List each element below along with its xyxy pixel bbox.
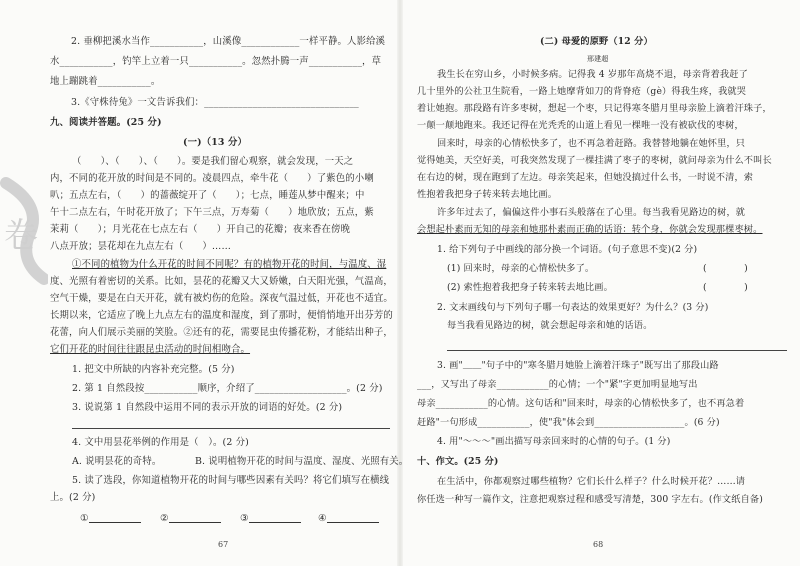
- section-ten-heading: 十、作文。(25 分): [417, 456, 499, 467]
- q9-5-marker-2: ②: [160, 513, 169, 524]
- question-2-line-3: 地上蹦跳着___________。: [50, 76, 161, 87]
- q9-5-answer-4[interactable]: [318, 512, 379, 525]
- q9-5-blank-4[interactable]: [327, 512, 379, 523]
- q9-5-answer-3[interactable]: [240, 512, 301, 525]
- r-para-1-line-1: 我生长在穷山乡，小时候多病。记得我 4 岁那年高烧不退，母亲背着我赶了: [437, 69, 748, 80]
- q9-5-blank-3[interactable]: [249, 512, 301, 523]
- r-para-2-line-4: 性抱着我把身子转来转去地比画。: [417, 189, 558, 200]
- r-q2-answer-line[interactable]: [447, 350, 787, 351]
- r-para-1-line-3: 着让她抱。那段路有许多枣树，想起一个枣，只记得寒冬腊月里母亲脸上滴着汗珠子，: [417, 103, 772, 114]
- q9-4-option-a[interactable]: A. 说明昙花的奇特。: [72, 456, 162, 467]
- q9-4: 4. 文中用昙花举例的作用是（ ）。(2 分): [72, 437, 249, 448]
- q9-3: 3. 说说第 1 自然段中运用不同的表示开放的词语的好处。(2 分): [72, 402, 343, 413]
- passage-two-title: (二) 母爱的原野（12 分）: [540, 36, 653, 47]
- r-q3-line-1: 3. 画"＿＿"句子中的"寒冬腊月她脸上滴着汗珠子"既写出了那段山路: [437, 360, 719, 371]
- q9-5-marker-3: ③: [240, 513, 249, 524]
- r-q3-line-3: 母亲___________的心情。这句话和"回来时，母亲的心情松快多了，也不再急着: [417, 398, 745, 409]
- passage-2-line-5: 花蕾，向人们展示美丽的笑脸。②还有的花，需要昆虫传播花粉，才能结出种子，: [50, 327, 393, 338]
- r-q1-1-answer[interactable]: ( ): [703, 263, 748, 274]
- r-para-2-line-2: 觉得她美，天空好美，可我突然发现了一棵挂满了枣子的枣树，就问母亲为什么不叫长: [417, 155, 772, 166]
- r-para-3-line-2: 会想起朴素而无知的母亲和她那朴素而正确的话语：转个身，你就会发现那棵枣树。: [417, 224, 763, 235]
- r-para-3-line-1: 许多年过去了，偏偏这件小事石头般落在了心里。每当我看见路边的树，就: [437, 207, 746, 218]
- r-q1-2: (2) 索性抱着我把身子转来转去地比画。: [447, 282, 613, 293]
- r-para-1-line-2: 几十里外的公社卫生院看，一路上她摩背如刀的背脊疮（gè）得我生疼，我就哭: [417, 86, 747, 97]
- q9-4-option-b[interactable]: B. 说明植物开花的时间与温度、湿度、光照有关。: [195, 456, 409, 467]
- left-page-number: 67: [218, 540, 229, 549]
- passage-two-author: 邢建超: [587, 55, 609, 63]
- q9-5-line-2: 上。(2 分): [50, 492, 96, 503]
- q9-5-marker-1: ①: [80, 513, 89, 524]
- passage-2-line-1: ①不同的植物为什么开花的时间不同呢？有的植物开花的时间，与温度、湿: [72, 259, 387, 270]
- passage-one-title: (一)（13 分）: [183, 137, 248, 148]
- q9-2: 2. 第 1 自然段按___________顺序，介绍了___________________。(2 分): [72, 383, 383, 394]
- passage-2-line-4: 长期以来，它适应了晚上九点左右的温度和湿度，到了那时，便悄悄地开出芬芳的: [50, 310, 393, 321]
- passage-1-line-5: 茉莉（ ）；月光花在七点左右（ ）开自己的花瓣；夜来香在傍晚: [50, 224, 351, 235]
- r-para-1-line-4: 一颠一颠地跑来。我还记得在光秃秃的山道上看见一棵唯一没有被砍伐的枣树，: [417, 120, 744, 131]
- r-q4: 4. 用"～～～"画出描写母亲回来时的心情的句子。(1 分): [437, 436, 671, 447]
- composition-line-2: 你任选一种写一篇作文，注意把观察过程和感受写清楚，300 字左右。(作文纸自备): [417, 494, 763, 505]
- question-2-line-1: 2. 垂柳把溪水当作___________，山溪像____________一样平静。人影给溪: [71, 36, 386, 47]
- composition-line-1: 在生活中，你都观察过哪些植物？它们长什么样子？什么时候开花？……请: [437, 476, 746, 487]
- passage-1-line-6: 八点开放；昙花却在九点左右（ ）……: [50, 241, 231, 252]
- passage-1-line-3: 叭；五点左右，（ ）的蔷薇绽开了（ ）；七点，睡莲从梦中醒来；中: [50, 190, 365, 201]
- passage-1-line-1: （ ）、（ ）、（ ）。要是我们留心观察，就会发现，一天之: [72, 156, 354, 167]
- watermark-stamp: [0, 175, 48, 285]
- r-q3-line-2: ___，又写出了母亲___________的心情；一个"紧"字更加明显地写出: [417, 379, 698, 390]
- r-q3-line-4: 赶路"一句形成___________，使"我"体会到___________________。(6 分): [417, 417, 720, 428]
- question-2-line-2: 水___________，钓竿上立着一只___________。忽然扑腾一声___________，草: [50, 56, 382, 67]
- passage-2-line-6: 它们开花的时间往往跟昆虫活动的时间相吻合。: [50, 344, 251, 355]
- q9-5-marker-4: ④: [318, 513, 327, 524]
- r-q1-1: (1) 回来时，母亲的心情松快多了。: [447, 263, 595, 274]
- passage-1-line-2: 内，不同的花开放的时间是不同的。凌晨四点，牵牛花（ ）了紫色的小喇: [50, 173, 374, 184]
- right-page: [403, 0, 800, 566]
- q9-5-blank-2[interactable]: [169, 512, 221, 523]
- section-nine-heading: 九、阅读并答题。(25 分): [50, 117, 162, 128]
- r-q2-line-2: 每当我看见路边的树，就会想起母亲和她的话语。: [447, 320, 653, 331]
- q9-5-answer-1[interactable]: [80, 512, 141, 525]
- r-para-2-line-3: 在右边的树，现在跑到了左边。母亲笑起来，但她没搞过什么书，一时说不清，索: [417, 172, 754, 183]
- passage-2-line-2: 度、光照有着密切的关系。比如，昙花的花瓣又大又娇嫩，白天阳光强，气温高，: [50, 276, 393, 287]
- question-3-line-1: 3.《守株待兔》一文告诉我们：________________________________: [71, 97, 359, 108]
- q9-3-answer-line[interactable]: [72, 428, 390, 429]
- stamp-text: 卷: [4, 216, 38, 256]
- r-q1: 1. 给下列句子中画线的部分换一个词语。(句子意思不变)(2 分): [437, 244, 698, 255]
- q9-5-line-1: 5. 读了选段，你知道植物开花的时间与哪些因素有关吗？将它们填写在横线: [72, 475, 390, 486]
- q9-5-answer-2[interactable]: [160, 512, 221, 525]
- r-q2-line-1: 2. 文末画线句与下列句子哪一句表达的效果更好？为什么？(3 分): [437, 302, 709, 313]
- r-q1-2-answer[interactable]: ( ): [703, 282, 748, 293]
- passage-2-line-3: 空气干燥，要是在白天开花，就有被灼伤的危险。深夜气温过低，开花也不适宜。: [50, 293, 393, 304]
- q9-5-blank-1[interactable]: [89, 512, 141, 523]
- passage-1-line-4: 午十二点左右，午时花开放了；下午三点，万寿菊（ ）地欣放；五点，紫: [50, 207, 374, 218]
- right-page-number: 68: [593, 540, 604, 549]
- r-para-2-line-1: 回来时，母亲的心情松快多了，也不再急着赶路。我替替地躺在她怀里，只: [437, 138, 746, 149]
- q9-1: 1. 把文中所缺的内容补充完整。(5 分): [72, 364, 235, 375]
